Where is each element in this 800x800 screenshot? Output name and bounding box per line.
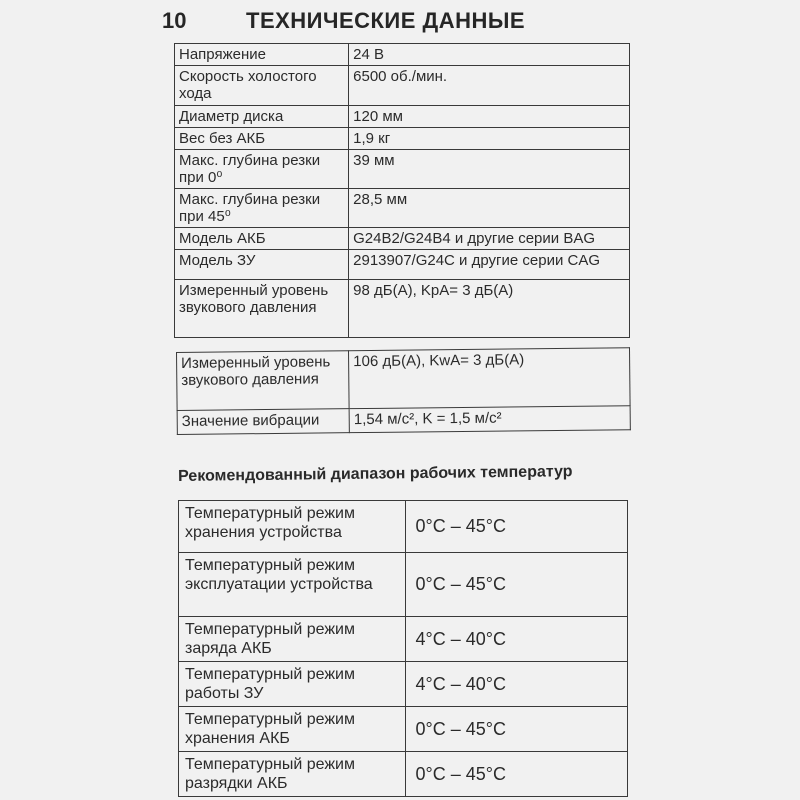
temperature-label: Температурный режим разрядки АКБ	[179, 752, 406, 797]
spec-label: Макс. глубина резки при 45⁰	[175, 189, 349, 228]
table-row	[179, 553, 628, 617]
spec-label: Измеренный уровень звукового давления	[177, 351, 350, 411]
spec-value: 28,5 мм	[349, 189, 630, 228]
temperature-heading: Рекомендованный диапазон рабочих температур	[178, 463, 573, 485]
spec-label: Скорость холостого хода	[175, 66, 349, 106]
spec-value: 6500 об./мин.	[349, 66, 630, 106]
spec-label: Вес без АКБ	[175, 128, 349, 150]
temperature-table	[178, 500, 628, 797]
spec-value: 1,9 кг	[349, 128, 630, 150]
table-row	[179, 707, 628, 752]
temperature-label: Температурный режим хранения АКБ	[179, 707, 406, 752]
spec-value: 120 мм	[349, 106, 630, 128]
table-row	[177, 348, 631, 411]
temperature-value: 4°C – 40°C	[405, 662, 628, 707]
spec-value: 2913907/G24C и другие серии CAG	[349, 250, 630, 280]
spec-value: 39 мм	[349, 150, 630, 189]
temperature-value: 4°C – 40°C	[405, 617, 628, 662]
table-row	[175, 228, 630, 250]
temperature-value: 0°C – 45°C	[405, 752, 628, 797]
table-row	[175, 44, 630, 66]
temperature-value: 0°C – 45°C	[405, 707, 628, 752]
spec-label: Модель АКБ	[175, 228, 349, 250]
temperature-label: Температурный режим эксплуатации устройства	[179, 553, 406, 617]
temperature-label: Температурный режим заряда АКБ	[179, 617, 406, 662]
spec-value: 98 дБ(А), KpA= 3 дБ(А)	[349, 280, 630, 338]
table-row	[175, 106, 630, 128]
temperature-label: Температурный режим хранения устройства	[179, 501, 406, 553]
spec-value: 106 дБ(А), KwA= 3 дБ(А)	[349, 348, 630, 409]
table-row	[179, 501, 628, 553]
table-row	[175, 128, 630, 150]
specifications-table-continued	[176, 347, 631, 435]
spec-label: Напряжение	[175, 44, 349, 66]
spec-label: Модель ЗУ	[175, 250, 349, 280]
table-row	[175, 150, 630, 189]
table-row	[175, 250, 630, 280]
table-row	[179, 752, 628, 797]
table-row	[179, 662, 628, 707]
table-row	[175, 66, 630, 106]
spec-label: Измеренный уровень звукового давления	[175, 280, 349, 338]
table-row	[175, 189, 630, 228]
table-row	[179, 617, 628, 662]
spec-label: Макс. глубина резки при 0⁰	[175, 150, 349, 189]
specifications-table	[174, 43, 630, 338]
temperature-value: 0°C – 45°C	[405, 553, 628, 617]
temperature-label: Температурный режим работы ЗУ	[179, 662, 406, 707]
spec-value: 1,54 м/с², K = 1,5 м/с²	[349, 406, 630, 433]
table-row	[177, 406, 630, 435]
spec-label: Диаметр диска	[175, 106, 349, 128]
spec-label: Значение вибрации	[177, 409, 349, 435]
spec-value: 24 В	[349, 44, 630, 66]
temperature-value: 0°C – 45°C	[405, 501, 628, 553]
section-number: 10	[162, 8, 187, 33]
spec-value: G24B2/G24B4 и другие серии BAG	[349, 228, 630, 250]
section-title: ТЕХНИЧЕСКИЕ ДАННЫЕ	[246, 8, 526, 33]
table-row	[175, 280, 630, 338]
